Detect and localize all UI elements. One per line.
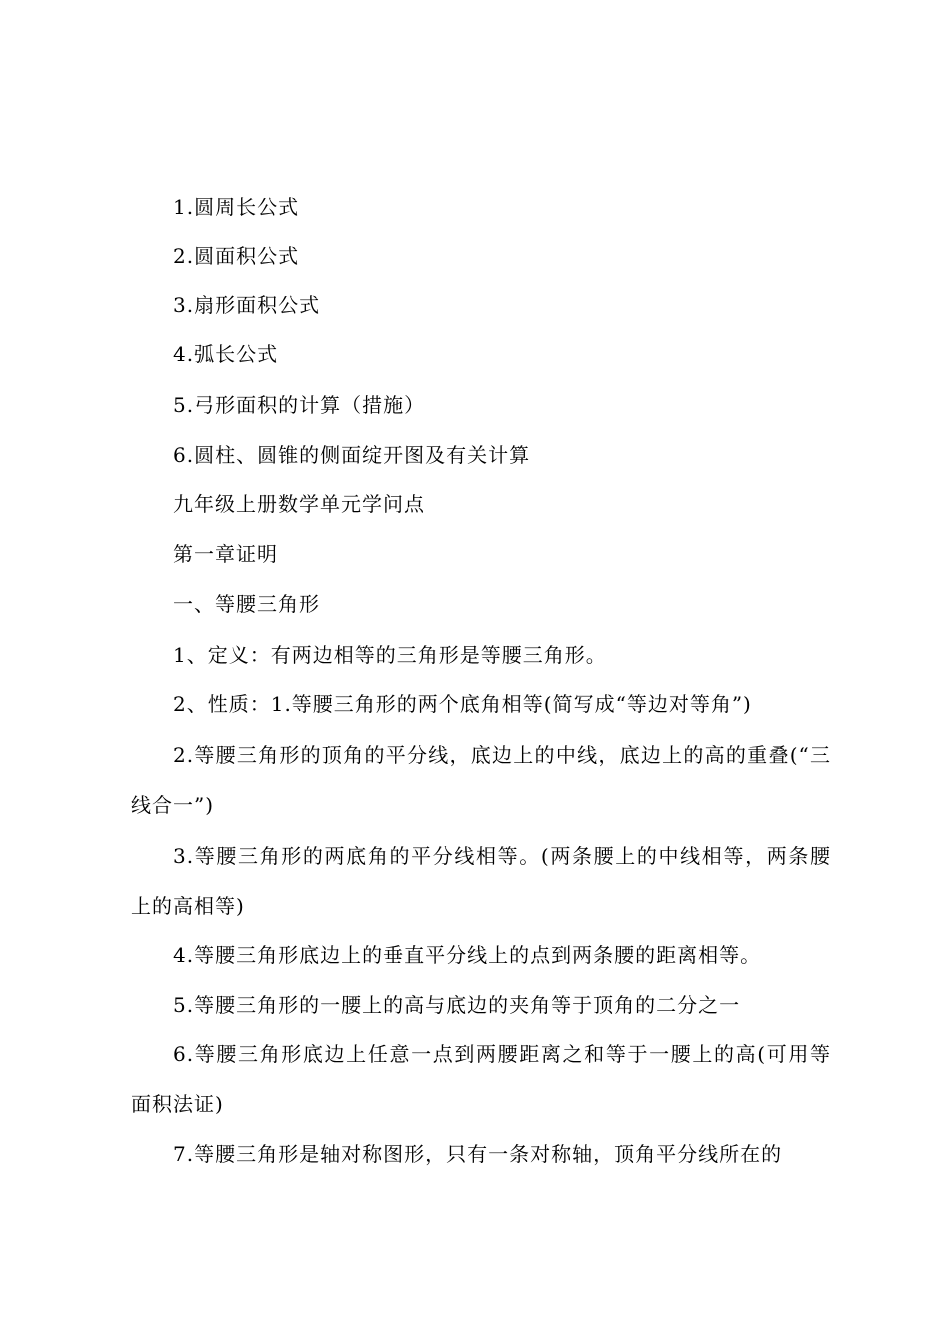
property-intro-paragraph: 2、性质：1.等腰三角形的两个底角相等(简写成“等边对等角”)	[173, 692, 752, 716]
list-item-cylinder-cone: 6.圆柱、圆锥的侧面绽开图及有关计算	[173, 443, 531, 467]
property-7-paragraph: 7.等腰三角形是轴对称图形，只有一条对称轴，顶角平分线所在的	[173, 1142, 783, 1166]
property-5-paragraph: 5.等腰三角形的一腰上的高与底边的夹角等于顶角的二分之一	[173, 993, 741, 1017]
definition-paragraph: 1、定义：有两边相等的三角形是等腰三角形。	[173, 643, 607, 667]
list-item-circumference: 1.圆周长公式	[173, 195, 300, 219]
property-6-paragraph: 6.等腰三角形底边上任意一点到两腰距离之和等于一腰上的高(可用等面积法证)	[131, 1042, 831, 1116]
list-item-arc-length: 4.弧长公式	[173, 342, 279, 366]
property-4-paragraph: 4.等腰三角形底边上的垂直平分线上的点到两条腰的距离相等。	[173, 943, 762, 967]
property-2-paragraph: 2.等腰三角形的顶角的平分线，底边上的中线，底边上的高的重叠(“三线合一”)	[131, 743, 831, 817]
list-item-circle-area: 2.圆面积公式	[173, 244, 300, 268]
list-item-segment-area: 5.弓形面积的计算（措施）	[173, 393, 426, 417]
list-item-sector-area: 3.扇形面积公式	[173, 293, 321, 317]
chapter-title: 第一章证明	[173, 542, 278, 566]
section-title: 九年级上册数学单元学问点	[173, 492, 425, 516]
subsection-title: 一、等腰三角形	[173, 592, 320, 616]
property-3-paragraph: 3.等腰三角形的两底角的平分线相等。(两条腰上的中线相等，两条腰上的高相等)	[131, 844, 831, 918]
